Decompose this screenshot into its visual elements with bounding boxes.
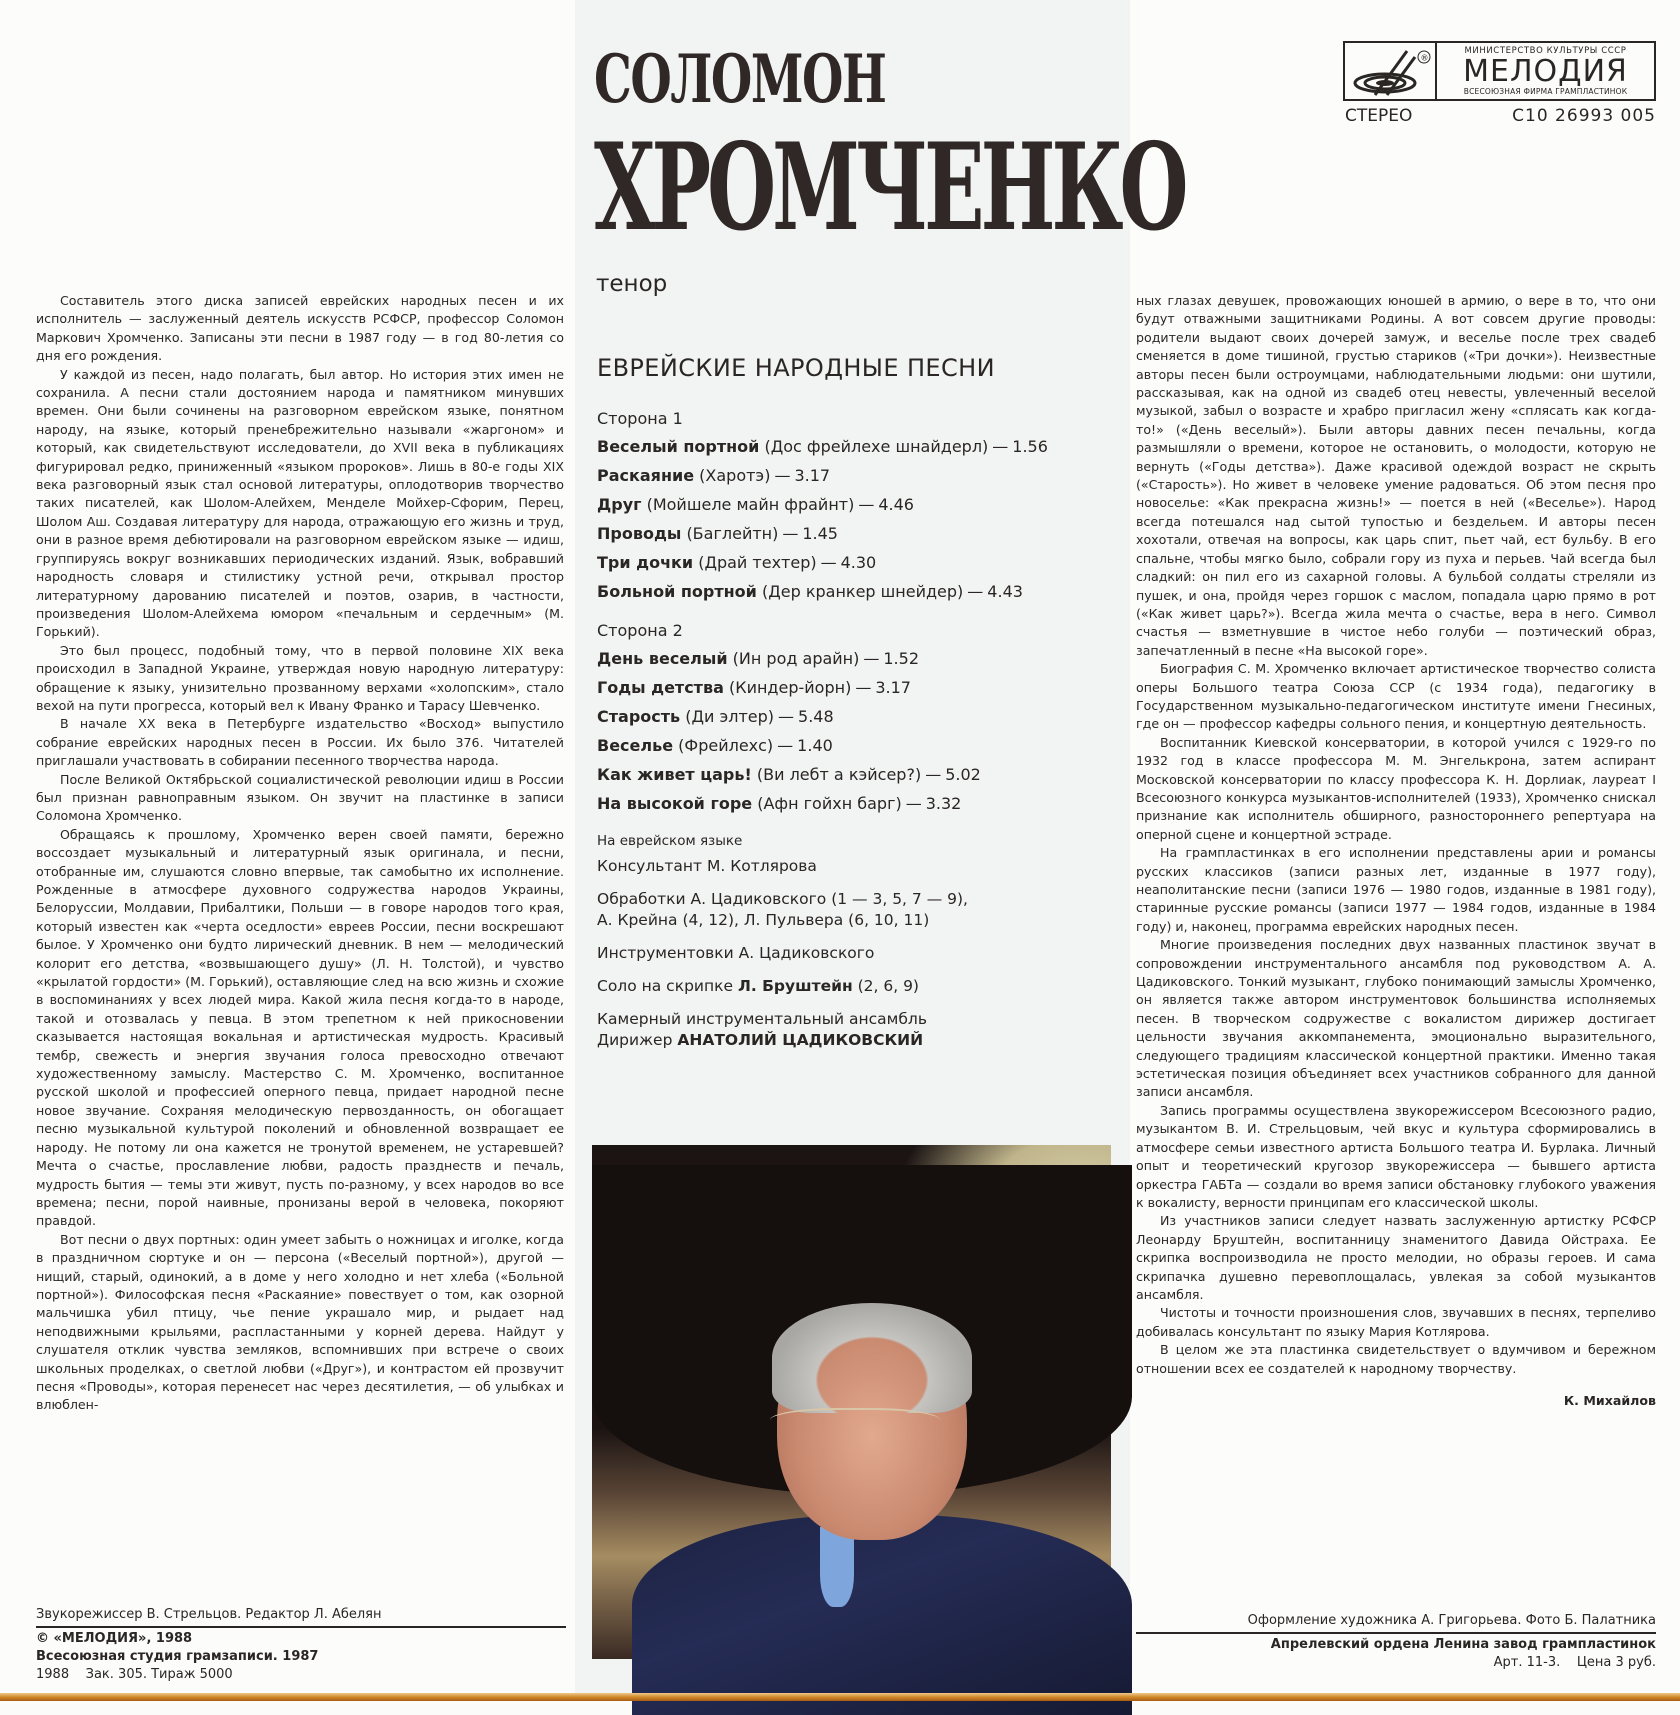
album-info <box>597 352 1119 1051</box>
liner-paragraph: Воспитанник Киевской консерватории, в которой учился с 1929-го по 1932 год в классе профессора М. М. Энгелькрона, затем аспирант Московской консерватории по классу профессора К. Н. Дорлиак, лауреат I Всесоюзного конкурса музыкантов-исполнителей (1933), Хромченко снискал признание как исполнитель обширного, разностороннего репертуара на оперной сцене и концертной эстраде. <box>1136 734 1656 842</box>
melodiya-emblem-icon <box>1345 43 1437 99</box>
liner-paragraph: Обращаясь к прошлому, Хромченко верен своей памяти, бережно воссоздает музыкальный и литературный язык оригинала, и песни, отобранные им, слушаются словно впервые, так самобытно их исполнение. Рожденные в атмосфере духовного содружества народов Украины, Белоруссии, Молдавии, Прибалтики, Польши — в говоре народов того края, который известен как «черта оседлости» евреев России, песни воскрешают былое. У Хромченко они будто лирический дневник. В нем — мелодический колорит его детства, «возвышающего душу» (Л. Н. Толстой), и чувство «крылатой гордости» (М. Горький), оставляющие след на всю жизнь и схожие в воспоминаниях у всех людей мира. Какой жила песня когда-то в народе, такой и отозвалась у певца. В этом трепетном к ней прикосновении сказывается настоящая вокальная и артистическая мудрость. Красивый тембр, свежесть и энергия звучания голоса превосходно отвечают художественному замыслу. Мастерство С. М. Хромченко, воспитанное русской школой и профессией оперного певца, придает народной песне новое звучание. Сохраняя мелодическую первозданность, он обогащает песню музыкальной культурой поколений и обновленной возвращает ее народу. Не потому ли она кажется не тронутой временем, не устаревшей? Мечта о счастье, прославление любви, радость празднеств и печаль, мудрость бытия — темы эти живут, пусть по-разному, у всех народов во все времена; песни, порой наивные, пронизаны верой в человека, покоряют правдой. <box>36 826 564 1229</box>
footer-rule-left <box>36 1626 566 1628</box>
track-item: Больной портной (Дер кранкер шнейдер) — 4.43 <box>597 582 1023 601</box>
melodiya-logo <box>1343 41 1656 101</box>
label-subtitle: ВСЕСОЮЗНАЯ ФИРМА ГРАМПЛАСТИНОК <box>1463 86 1628 96</box>
footer-right <box>1136 1612 1656 1672</box>
copyright: © «МЕЛОДИЯ», 1988 <box>36 1631 193 1646</box>
article-price: Арт. 11-3. Цена 3 руб. <box>1493 1655 1656 1670</box>
track-item: День веселый (Ин род арайн) — 1.52 <box>597 649 919 668</box>
liner-notes-left <box>36 292 564 1602</box>
track-item: Веселье (Фрейлехс) — 1.40 <box>597 736 833 755</box>
footer-rule-right <box>1136 1632 1656 1634</box>
instrumentation-credit: Инструментовки А. Цадиковского <box>597 944 875 962</box>
design-photo-credit: Оформление художника А. Григорьева. Фото Б. Палатника <box>1247 1613 1656 1628</box>
artist-last-name: ХРОМЧЕНКО <box>594 117 1185 258</box>
liner-paragraph: На грампластинках в его исполнении представлены арии и романсы русских классиков (записи разных лет, изданные в 1977 году), неаполитанские песни (записи 1976 — 1980 годов, изданные в 1981 году), старинные русские романсы (записи 1977 — 1984 годов, изданные в 1984 году) и, наконец, программа еврейских народных песен. <box>1136 845 1656 934</box>
track-item: Старость (Ди элтер) — 5.48 <box>597 707 834 726</box>
ministry-text: МИНИСТЕРСТВО КУЛЬТУРЫ СССР <box>1464 45 1627 56</box>
side-2-tracklist <box>597 644 1119 818</box>
liner-paragraph: Запись программы осуществлена звукорежиссером Всесоюзного радио, музыкантом В. И. Стрельцовым, чей вкус и культура сформировались в атмосфере семьи известного артиста Большого театра И. Бурлака. Личный опыт и теоретический кругозор звукорежиссера — бывшего артиста оркестра ГАБТа — создали во время записи обстановку глубокого уважения к вокалисту, верности принципам его классической школы. <box>1136 1102 1656 1210</box>
artist-photo <box>592 1145 1111 1659</box>
glasses-icon <box>770 1408 940 1438</box>
liner-paragraph: ных глазах девушек, провожающих юношей в армию, о вере в то, что они будут отважными защитниками Родины. А вот совсем другие проводы: родители выдают своих дочерей замуж, и веселье после трех свадеб сменяется в доме тишиной, грустью стариков («Три дочки»). Неизвестные авторы песен были остроумцами, наблюдательными людьми: они шутили, рассказывая, как на одной из свадеб отец невесты, увлеченный веселой музыкой, забыл о возрасте и храбро пригласил жену «сплясать как когда-то!» («День веселый»). Были авторы давних песен печальны, когда размышляли о времени, которое не остановить, о молодости, которую не вернуть («Годы детства»). Даже красивой одеждой возраст не скрыть («Старость»). Но живет в человеке умение радоваться. Об этом песня про новоселье: «Как прекрасна жизнь!» — поется в ней («Веселье»). Народ всегда потешался над сытой тупостью и бездельем. И авторы песен хохотали, отвечая на вопросы, как царь спит, пьет чай, ест бульбу. В его спальне, чтобы мягко было, собрали гору из пуха и перьев. Чай всегда был сладкий: он пил его из сахарной головы. А бульбой солдаты стреляли из пушек, и она, пройдя через горшок с маслом, попадала царю прямо в рот («Как живет царь?»). Всегда жила мечта о счастье, вера в него. Символ счастья — взметнувшие в чистое небо голуби — поэтический образ, запечатленный в песне «На высокой горе». <box>1136 293 1656 658</box>
liner-paragraph: У каждой из песен, надо полагать, был автор. Но история этих имен не сохранила. А песни стали достоянием народа и памятником минувших времен. Они были сочинены на разговорном еврейском языке, понятном народу, на языке, который пренебрежительно называли «жаргоном» и который, как свидетельствуют исследователи, до XVII века в публикациях фигурировал редко, приниженный «языком пророков». Лишь в 80-е годы XIX века разговорный язык стал основой литературы, оплодотворив творчество таких писателей, как Шолом-Алейхем, Менделе Мойхер-Сфорим, Перец, Шолом Аш. Создавая литературу для народа, отражающую его жизнь и труд, они в разное время дебютировали на разговорном еврейском языке — идиш, группируясь вокруг возникавших периодических изданий. Язык, вобравший народность словаря и стилистику устной речи, открывал простор литературному дарованию писателей и поэтов, озарив, в частности, произведения Шолом-Алейхема юмором «печальным и сердечным» (М. Горький). <box>36 366 564 640</box>
liner-paragraph: Биография С. М. Хромченко включает артистическое творчество солиста оперы Большого театра Союза ССР (с 1934 года), педагогику в Государственном музыкально-педагогическом институте имени Гнесиных, где он — профессор кафедры сольного пения, и концертную деятельность. <box>1136 661 1656 732</box>
catalog-number: С10 26993 005 <box>1512 106 1656 126</box>
plant-credit: Апрелевский ордена Ленина завод грампластинок <box>1270 1637 1656 1652</box>
ensemble-credit: Камерный инструментальный ансамбль <box>597 1010 927 1028</box>
side-2-label: Сторона 2 <box>597 621 683 640</box>
track-item: Как живет царь! (Ви лебт а кэйсер?) — 5.02 <box>597 765 981 784</box>
violin-credit: Соло на скрипке Л. Бруштейн (2, 6, 9) <box>597 977 919 995</box>
voice-type: тенор <box>596 271 668 297</box>
artist-body <box>632 1515 1132 1715</box>
consultant-credit: Консультант М. Котлярова <box>597 857 817 875</box>
language-note: На еврейском языке <box>597 833 743 849</box>
liner-notes-right <box>1136 292 1656 1602</box>
liner-paragraph: Это был процесс, подобный тому, что в первой половине XIX века происходил в Западной Украине, утверждая новую народную литературу: обращение к языку, унизительно прозванному верхами «холопским», стало вехой на пути прогресса, который вел к Ивану Франко и Тарасу Шевченко. <box>36 642 564 713</box>
studio-credit: Всесоюзная студия грамзаписи. 1987 <box>36 1649 319 1664</box>
album-title: ЕВРЕЙСКИЕ НАРОДНЫЕ ПЕСНИ <box>597 354 995 382</box>
side-1-tracklist <box>597 432 1119 606</box>
footer-left <box>36 1606 566 1684</box>
print-info: 1988 Зак. 305. Тираж 5000 <box>36 1667 233 1682</box>
author-signature: К. Михайлов <box>1563 1392 1656 1408</box>
track-item: Друг (Мойшеле майн фрайнт) — 4.46 <box>597 495 914 514</box>
track-item: Раскаяние (Харотэ) — 3.17 <box>597 466 831 485</box>
artist-first-name: СОЛОМОН <box>594 40 886 118</box>
artist-collar <box>820 1527 854 1607</box>
track-item: Веселый портной (Дос фрейлехе шнайдерл) — 1.56 <box>597 437 1048 456</box>
arrangements-credit: Обработки А. Цадиковского (1 — 3, 5, 7 — 9), <box>597 890 968 908</box>
conductor-credit: Дирижер АНАТОЛИЙ ЦАДИКОВСКИЙ <box>597 1031 924 1049</box>
track-item: На высокой горе (Афн гойхн барг) — 3.32 <box>597 794 962 813</box>
arrangements-credit-2: А. Крейна (4, 12), Л. Пульвера (6, 10, 11) <box>597 911 930 929</box>
track-item: Три дочки (Драй техтер) — 4.30 <box>597 553 877 572</box>
liner-paragraph: В начале XX века в Петербурге издательство «Восход» выпустило собрание еврейских народных песен в России. Их было 376. Читателей приглашали участвовать в собирании песенного творчества народа. <box>36 716 564 769</box>
side-1-label: Сторона 1 <box>597 409 683 428</box>
artist-title <box>594 40 1185 270</box>
liner-paragraph: После Великой Октябрьской социалистической революции идиш в России был признан равноправным языком. Он звучит на пластинке в записи Соломона Хромченко. <box>36 771 564 824</box>
label-name: МЕЛОДИЯ <box>1463 53 1628 89</box>
track-item: Годы детства (Киндер-йорн) — 3.17 <box>597 678 911 697</box>
liner-paragraph: Чистоты и точности произношения слов, звучавших в песнях, терпеливо добивалась консультант по языку Мария Котлярова. <box>1136 1305 1656 1339</box>
track-item: Проводы (Баглейтн) — 1.45 <box>597 524 838 543</box>
liner-paragraph: В целом же эта пластинка свидетельствует о вдумчивом и бережном отношении всех ее создателей к народному творчеству. <box>1136 1342 1656 1376</box>
artist-hair <box>772 1303 972 1413</box>
engineer-editor-credit: Звукорежиссер В. Стрельцов. Редактор Л. Абелян <box>36 1607 382 1622</box>
liner-paragraph: Вот песни о двух портных: один умеет забыть о ножницах и иголке, когда в праздничном сюртуке и он — персона («Веселый портной»), другой — нищий, старый, одинокий, а в доме у него холодно и нет хлеба («Больной портной»). Философская песня «Раскаяние» повествует о том, как озорной мальчишка убил птицу, чье пение украшало мир, и рыдает над неподвижными крыльями, распластанными у корней дерева. Найдут у слушателя отклик чувства земляков, вспомнивших при встрече о своих школьных проделках, о светлой любви («Друг»), и контрастом ей прозвучит песня «Проводы», которая перенесет нас через десятилетия, — об улыбках и влюблен- <box>36 1231 564 1413</box>
logo-text <box>1437 43 1654 99</box>
bottom-edge <box>0 1693 1680 1701</box>
liner-paragraph: Многие произведения последних двух названных пластинок звучат в сопровождении инструментального ансамбля под руководством А. А. Цадиковского. Тонкий музыкант, глубоко понимающий замыслы Хромченко, он является также автором инструментовок большинства исполняемых песен. В творческом содружестве с вокалистом дирижер достигает цельности звучания аккомпанемента, эмоционально выразительного, следующего традициям классической концертной практики. Именно такая эстетическая позиция объединяет всех участников собранного для данной записи ансамбля. <box>1136 937 1656 1100</box>
format-label: СТЕРЕО <box>1345 106 1413 126</box>
liner-paragraph: Из участников записи следует назвать заслуженную артистку РСФСР Леонарду Бруштейн, воспитанницу знаменитого Давида Ойстраха. Ее скрипка воспроизводила не просто мелодии, но образы героев. И сама скрипачка душевно перевоплощалась, увлекая за собой музыкантов ансамбля. <box>1136 1213 1656 1302</box>
liner-paragraph: Составитель этого диска записей еврейских народных песен и их исполнитель — заслуженный деятель искусств РСФСР, профессор Соломон Маркович Хромченко. Записаны эти песни в 1987 году — в год 80-летия со дня его рождения. <box>36 293 564 364</box>
registered-mark: ® <box>1420 53 1429 63</box>
